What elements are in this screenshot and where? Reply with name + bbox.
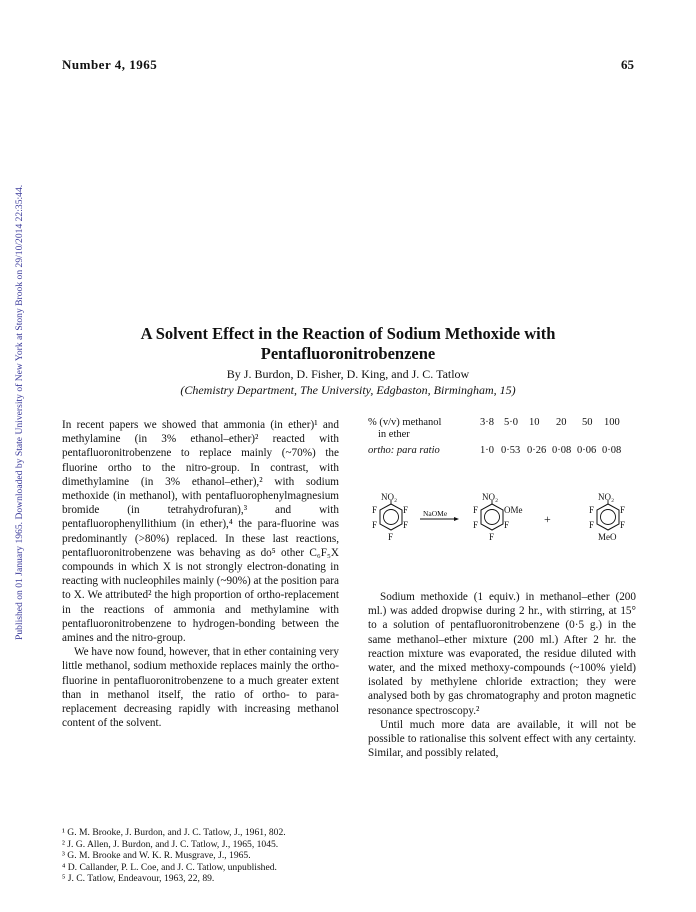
article-title-line-1: A Solvent Effect in the Reaction of Sodium Methoxide with xyxy=(140,324,556,343)
fluorine-label: F xyxy=(403,505,409,515)
table-row-label-continued: in ether xyxy=(378,429,410,440)
download-watermark xyxy=(2,40,25,640)
table-row-label: % (v/v) methanol xyxy=(368,417,442,428)
fluorine-label: F xyxy=(473,505,479,515)
body-paragraph-3: Sodium methoxide (1 equiv.) in methanol–ether (200 ml.) was added dropwise during 2 hr., with stirring, at 15° to a solution of pentafluoronitrobenzene (0·5 g.) in the same methanol–ether mixture (200 ml.) After 2 hr. the reaction mixture was evaporated, the residue diluted with water, and the mixed methoxy-compounds (~100% yield) isolated by methylene chloride extraction; they were analysed both by gas chromatography and proton magnetic resonance spectroscopy.² xyxy=(368,591,636,717)
methoxy-label: OMe xyxy=(504,505,523,515)
para-product-structure xyxy=(589,492,625,542)
table-cell: 50 xyxy=(582,417,593,428)
table-cell: 0·08 xyxy=(602,445,622,456)
left-column xyxy=(62,418,339,730)
table-cell: 1·0 xyxy=(480,445,494,456)
table-cell: 0·53 xyxy=(501,445,521,456)
reference-item: ⁴ D. Callander, P. L. Coe, and J. C. Tatlow, unpublished. xyxy=(62,861,277,873)
table-cell: 0·06 xyxy=(577,445,597,456)
fluorine-label: F xyxy=(589,505,595,515)
reference-item: ⁵ J. C. Tatlow, Endeavour, 1963, 22, 89. xyxy=(62,873,215,885)
ortho-product-structure xyxy=(473,492,523,542)
table-row-ratio xyxy=(368,444,638,458)
body-paragraph-1: In recent papers we showed that ammonia (in ether)¹ and methylamine (in 3% ethanol–ether)² reacted with pentafluoronitrobenzene to replace mainly (~70%) the fluorine ortho to the nitro-group. In contrast, with dimethylamine (in 3% ethanol–ether),² with sodium methoxide (in methanol), with pentafluorophenylmagnesium bromide (in tetrahydrofuran),³ and with pentafluorophenyllithium (in ether),⁴ the para-fluorine was predominantly (>80%) replaced. In these last reactions, pentafluoronitrobenzene was behaving as do⁵ other C₆F₅X compounds in which X is not strongly electron-donating in reacting with nucleophiles mainly (~90%) at the position para to X. We attributed² the high proportion of ortho-replacement in the reactions of ammonia and methylamine with pentafluoronitrobenzene to hydrogen-bonding between the amines and the nitro-group. xyxy=(62,419,339,645)
affiliation-line: (Chemistry Department, The University, Edgbaston, Birmingham, 15) xyxy=(180,383,516,397)
fluorine-label: F xyxy=(504,520,510,530)
fluorine-label: F xyxy=(589,520,595,530)
table-cell: 3·8 xyxy=(480,417,494,428)
table-cell: 20 xyxy=(556,417,567,428)
fluorine-label: F xyxy=(620,520,626,530)
table-row-methanol xyxy=(368,416,638,444)
fluorine-label: F xyxy=(489,532,495,542)
reference-item: ³ G. M. Brooke and W. K. R. Musgrave, J., 1965. xyxy=(62,850,251,862)
reactant-structure xyxy=(372,492,408,542)
page-number: 65 xyxy=(621,57,634,72)
reaction-arrow xyxy=(420,509,459,521)
table-cell: 10 xyxy=(529,417,540,428)
body-paragraph-2: We have now found, however, that in ether containing very little methanol, sodium methoxide replaces mainly the ortho-fluorine in pentafluoronitrobenzene to a much greater extent than in methanol itself, the ratio of ortho- to para-replacement decreasing rapidly with increasing methanol content of the solvent. xyxy=(62,646,339,730)
reagent-label: NaOMe xyxy=(423,509,448,518)
fluorine-label: F xyxy=(403,520,409,530)
reference-item: ² J. G. Allen, J. Burdon, and J. C. Tatlow, J., 1965, 1045. xyxy=(62,838,279,850)
journal-issue-header: Number 4, 1965 xyxy=(62,57,158,72)
download-watermark-text: Published on 01 January 1965. Downloaded by State University of New York at Stony Brook on 29/10/2014 22:35:44. xyxy=(14,184,25,640)
table-cell: 5·0 xyxy=(504,417,518,428)
methoxy-label: MeO xyxy=(598,532,617,542)
article-title-line-2: Pentafluoronitrobenzene xyxy=(260,344,436,363)
fluorine-label: F xyxy=(372,520,378,530)
fluorine-label: F xyxy=(372,505,378,515)
table-cell: 0·08 xyxy=(552,445,572,456)
table-cell: 0·26 xyxy=(527,445,547,456)
footnote-references xyxy=(62,827,362,885)
body-paragraph-4: Until much more data are available, it will not be possible to rationalise this solvent effect with any certainty. Similar, and possibly related, xyxy=(368,718,636,760)
ratio-table xyxy=(368,416,638,458)
fluorine-label: F xyxy=(388,532,394,542)
nitro-group-label: NO₂ xyxy=(482,492,499,502)
author-line: By J. Burdon, D. Fisher, D. King, and J. C. Tatlow xyxy=(226,367,470,381)
right-column xyxy=(368,590,636,760)
plus-sign: + xyxy=(544,512,551,526)
reference-item: ¹ G. M. Brooke, J. Burdon, and J. C. Tatlow, J., 1961, 802. xyxy=(62,827,286,838)
table-row-label: ortho: para ratio xyxy=(368,445,440,456)
reaction-scheme xyxy=(362,492,642,566)
fluorine-label: F xyxy=(620,505,626,515)
article-title xyxy=(62,324,634,364)
nitro-group-label: NO₂ xyxy=(381,492,398,502)
table-cell: 100 xyxy=(604,417,620,428)
fluorine-label: F xyxy=(473,520,479,530)
nitro-group-label: NO₂ xyxy=(598,492,615,502)
